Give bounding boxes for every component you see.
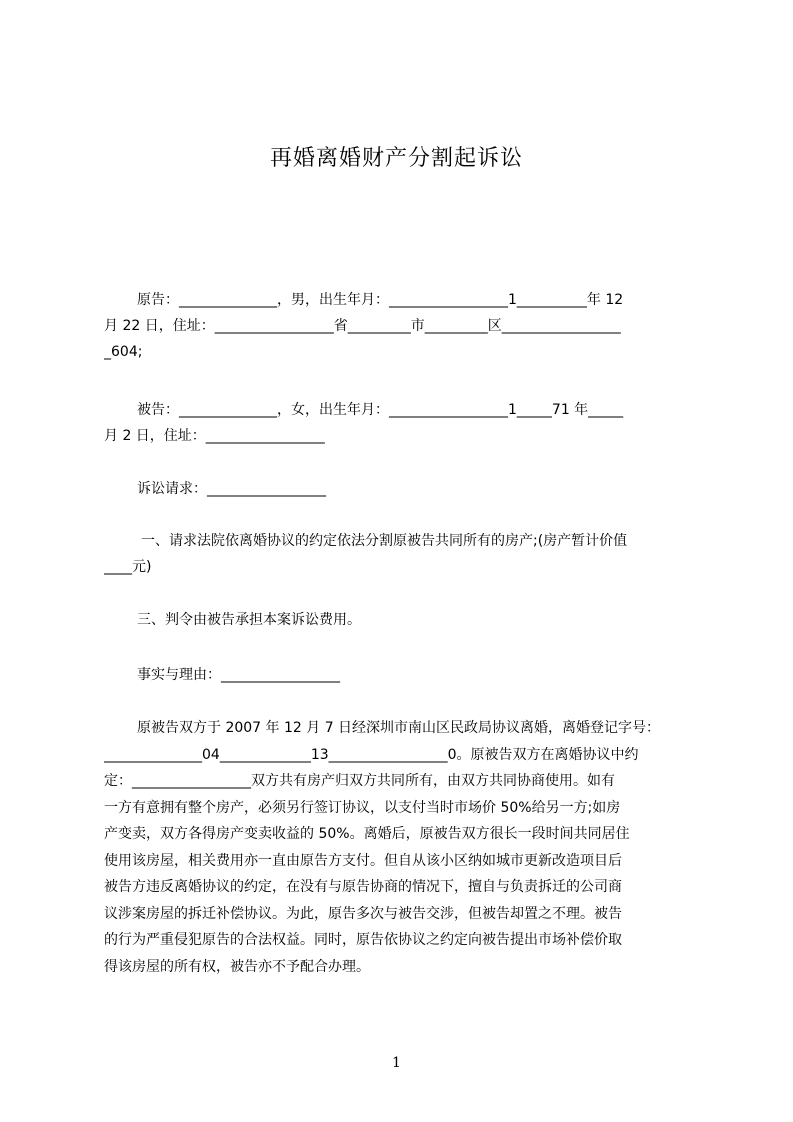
document-title: 再婚离婚财产分割起诉讼 bbox=[269, 146, 523, 171]
defendant-paragraph bbox=[104, 397, 698, 449]
facts-body-paragraph bbox=[104, 715, 698, 980]
plaintiff-line: 月 22 日，住址：_________________省_________市_________区_________________ bbox=[104, 318, 621, 334]
page-number: 1 bbox=[392, 1055, 401, 1071]
facts-line: 得该房屋的所有权，被告亦不予配合办理。 bbox=[104, 958, 370, 975]
plaintiff-paragraph bbox=[104, 287, 698, 365]
facts-line: 产变卖，双方各得房产变卖收益的 50%。离婚后，原被告双方很长一段时间共同居住 bbox=[104, 826, 630, 842]
facts-line: 使用该房屋，相关费用亦一直由原告方支付。但自从该小区纳如城市更新改造项目后 bbox=[104, 852, 622, 869]
claim-one-line: 一、请求法院依离婚协议的约定依法分割原被告共同所有的房产;(房产暂计价值 bbox=[141, 533, 628, 549]
facts-line: 议涉案房屋的拆迁补偿协议。为此，原告多次与被告交涉，但被告却置之不理。被告 bbox=[104, 905, 622, 922]
facts-heading-paragraph bbox=[104, 662, 698, 688]
defendant-line: 被告：______________，女，出生年月：_________________1_____71 年_____ bbox=[137, 402, 624, 418]
facts-line: 原被告双方于 2007 年 12 月 7 日经深圳市南山区民政局协议离婚，离婚登记字号： bbox=[137, 720, 661, 736]
defendant-line: 月 2 日，住址：_________________ bbox=[104, 428, 325, 444]
facts-line: 被告方违反离婚协议的约定，在没有与原告协商的情况下，擅自与负责拆迁的公司商 bbox=[104, 879, 622, 895]
facts-line: 一方有意拥有整个房产，必须另行签订协议，以支付当时市场价 50%给另一方;如房 bbox=[104, 799, 621, 816]
facts-line: 定：_________________双方共有房产归双方共同所有，由双方共同协商使用。如有 bbox=[104, 773, 615, 789]
claim-three-paragraph bbox=[104, 607, 698, 633]
facts-line: 的行为严重侵犯原告的合法权益。同时，原告依协议之约定向被告提出市场补偿价取 bbox=[104, 932, 622, 948]
claim-one-paragraph bbox=[104, 528, 698, 580]
claim-one-line: ____元) bbox=[104, 559, 152, 575]
plaintiff-line: 原告：______________，男，出生年月：_________________1__________年 12 bbox=[137, 292, 624, 308]
claims-heading-paragraph bbox=[104, 476, 698, 502]
claims-heading: 诉讼请求：_________________ bbox=[137, 481, 326, 497]
claim-three-line: 三、判令由被告承担本案诉讼费用。 bbox=[137, 612, 361, 628]
facts-heading: 事实与理由：_________________ bbox=[137, 667, 340, 683]
plaintiff-line: _604; bbox=[104, 344, 143, 360]
facts-line: ______________04_____________13_________________0。原被告双方在离婚协议中约 bbox=[104, 746, 639, 763]
